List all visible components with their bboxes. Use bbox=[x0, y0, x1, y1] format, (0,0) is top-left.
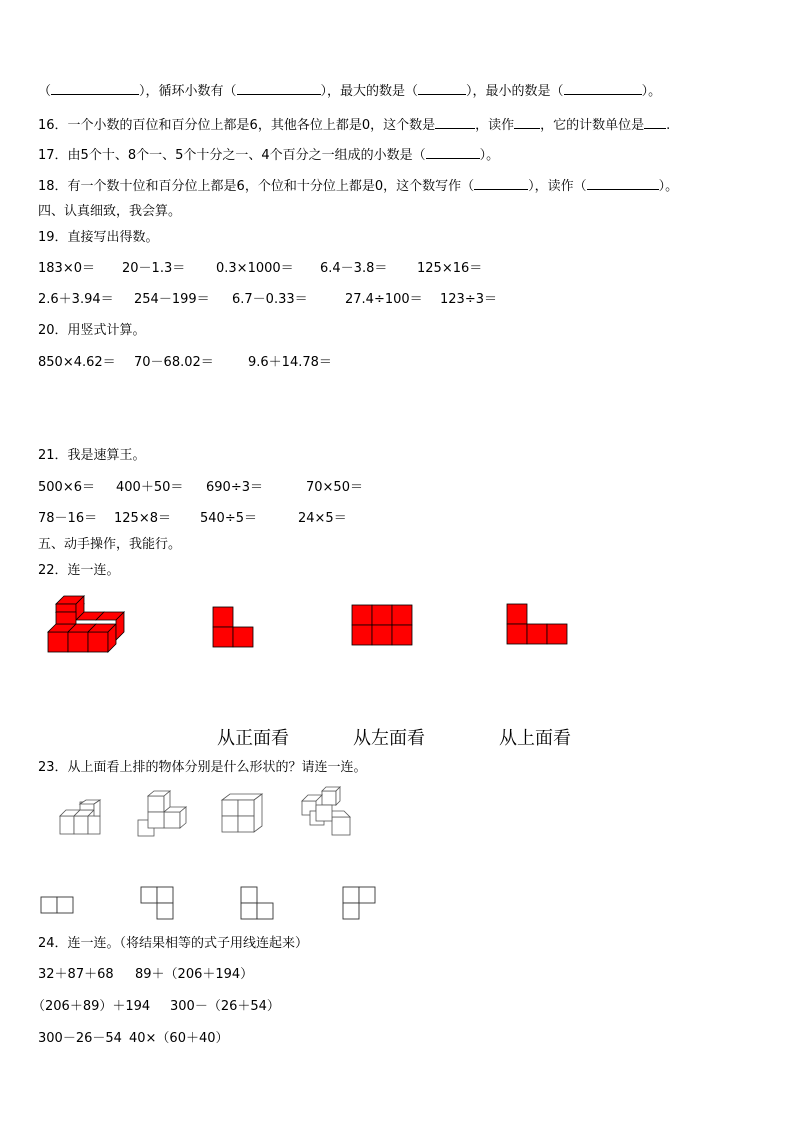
q15-blank-2[interactable] bbox=[237, 82, 321, 95]
q19-item: 183×0＝ bbox=[38, 261, 95, 276]
q21-item: 540÷5＝ bbox=[200, 511, 257, 526]
q18-text: 18．有一个数十位和百分位上都是6，个位和十分位上都是0，这个数写作（ bbox=[38, 179, 475, 194]
q23-top-view-4[interactable] bbox=[342, 886, 378, 924]
q21-item: 125×8＝ bbox=[114, 511, 171, 526]
q19-item: 0.3×1000＝ bbox=[216, 261, 294, 276]
section-4-heading: 四、认真细致，我会算。 bbox=[38, 204, 182, 219]
q22-title: 22．连一连。 bbox=[38, 563, 120, 578]
q15-text-3: ），最大的数是（ bbox=[320, 84, 419, 99]
q21-item: 690÷3＝ bbox=[206, 480, 263, 495]
view-label-top: 从上面看 bbox=[499, 728, 571, 749]
q21-item: 24×5＝ bbox=[298, 511, 347, 526]
q21-title: 21．我是速算王。 bbox=[38, 448, 146, 463]
q24-expr-right[interactable]: 300－（26＋54） bbox=[170, 999, 280, 1014]
q16-blank-3[interactable] bbox=[644, 116, 666, 129]
q23-title: 23．从上面看上排的物体分别是什么形状的？请连一连。 bbox=[38, 760, 367, 775]
q23-top-view-1[interactable] bbox=[40, 896, 76, 916]
q19-item: 123÷3＝ bbox=[440, 292, 497, 307]
q19-item: 125×16＝ bbox=[417, 261, 483, 276]
q18-mid: ），读作（ bbox=[528, 179, 587, 194]
q16-blank-1[interactable] bbox=[435, 116, 475, 129]
q15-blank-3[interactable] bbox=[418, 82, 466, 95]
q15-text-5: ）。 bbox=[641, 84, 662, 99]
q16-end: . bbox=[666, 118, 671, 133]
q19-item: 254－199＝ bbox=[134, 292, 210, 307]
q16-blank-2[interactable] bbox=[514, 116, 540, 129]
q19-item: 20－1.3＝ bbox=[122, 261, 186, 276]
q16-mid1: ，读作 bbox=[475, 118, 515, 133]
q20-item: 850×4.62＝ bbox=[38, 355, 116, 370]
q17-text: 17．由5个十、8个一、5个十分之一、4个百分之一组成的小数是（ bbox=[38, 148, 426, 163]
q15-blank-4[interactable] bbox=[564, 82, 642, 95]
q23-object-3[interactable] bbox=[220, 792, 270, 836]
q17-blank[interactable] bbox=[426, 146, 480, 159]
q24-expr-right[interactable]: 89＋（206＋194） bbox=[135, 967, 254, 982]
q17-end: ）。 bbox=[479, 148, 500, 163]
q21-item: 78－16＝ bbox=[38, 511, 98, 526]
q18-blank-1[interactable] bbox=[474, 177, 528, 190]
q22-solid-figure[interactable] bbox=[46, 594, 126, 654]
q21-item: 70×50＝ bbox=[306, 480, 363, 495]
q16-text: 16．一个小数的百位和百分位上都是6，其他各位上都是0，这个数是 bbox=[38, 118, 436, 133]
q16-line bbox=[38, 116, 670, 134]
q18-blank-2[interactable] bbox=[587, 177, 659, 190]
q24-expr-left[interactable]: 32＋87＋68 bbox=[38, 967, 114, 982]
q19-item: 2.6＋3.94＝ bbox=[38, 292, 114, 307]
q20-item: 70－68.02＝ bbox=[134, 355, 214, 370]
q19-title: 19．直接写出得数。 bbox=[38, 230, 159, 245]
q19-item: 6.7－0.33＝ bbox=[232, 292, 308, 307]
q21-item: 500×6＝ bbox=[38, 480, 95, 495]
q18-line bbox=[38, 177, 678, 195]
q15-text-1: （ bbox=[38, 84, 52, 99]
q15-blank-1[interactable] bbox=[51, 82, 139, 95]
q18-end: ）。 bbox=[658, 179, 679, 194]
section-5-heading: 五、动手操作，我能行。 bbox=[38, 537, 182, 552]
q23-object-2[interactable] bbox=[136, 790, 188, 840]
q22-view-shape-2[interactable] bbox=[352, 605, 414, 647]
q15-text-4: ），最小的数是（ bbox=[466, 84, 564, 99]
q24-title: 24．连一连。（将结果相等的式子用线连起来） bbox=[38, 936, 309, 951]
q20-title: 20．用竖式计算。 bbox=[38, 323, 146, 338]
q23-top-view-2[interactable] bbox=[140, 886, 176, 924]
q22-view-shape-1[interactable] bbox=[213, 607, 255, 647]
q19-item: 6.4－3.8＝ bbox=[320, 261, 388, 276]
q15-tail-line bbox=[38, 82, 661, 100]
q20-item: 9.6＋14.78＝ bbox=[248, 355, 332, 370]
q23-top-view-3[interactable] bbox=[240, 886, 276, 924]
q23-object-1[interactable] bbox=[58, 800, 104, 838]
q23-object-4[interactable] bbox=[300, 785, 354, 839]
q19-item: 27.4÷100＝ bbox=[345, 292, 423, 307]
q24-expr-left[interactable]: （206＋89）＋194 bbox=[32, 999, 151, 1014]
q15-text-2: ），循环小数有（ bbox=[139, 84, 237, 99]
q21-item: 400＋50＝ bbox=[116, 480, 184, 495]
q17-line bbox=[38, 146, 499, 164]
q16-mid2: ，它的计数单位是 bbox=[540, 118, 645, 133]
view-label-left: 从左面看 bbox=[353, 728, 425, 749]
q22-view-shape-3[interactable] bbox=[507, 604, 569, 646]
view-label-front: 从正面看 bbox=[217, 728, 289, 749]
q24-expr-left[interactable]: 300－26－54 bbox=[38, 1031, 122, 1046]
q24-expr-right[interactable]: 40×（60＋40） bbox=[129, 1031, 229, 1046]
